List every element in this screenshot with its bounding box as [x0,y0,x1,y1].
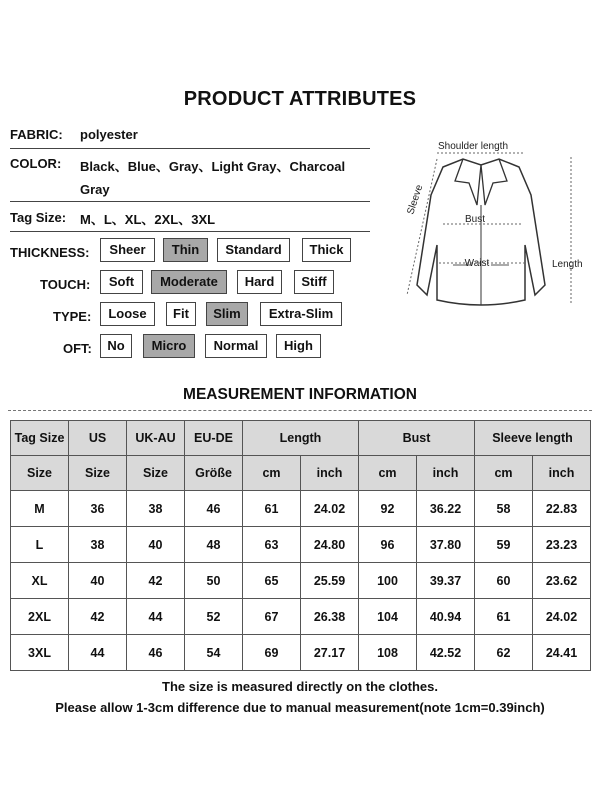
thickness-option-sheer: Sheer [100,238,155,262]
table-cell: 61 [243,491,301,527]
touch-option-stiff: Stiff [294,270,334,294]
table-cell: 63 [243,527,301,563]
table-cell: 39.37 [417,563,475,599]
table-header-cell: Bust [359,421,475,456]
table-cell: 25.59 [301,563,359,599]
table-cell: 48 [185,527,243,563]
table-cell: 24.80 [301,527,359,563]
table-cell: L [11,527,69,563]
table-subheader-cell: inch [301,456,359,491]
table-header-cell: UK-AU [127,421,185,456]
table-row [11,599,591,635]
thickness-option-thick: Thick [302,238,351,262]
thickness-label: THICKNESS: [10,245,90,260]
table-cell: 108 [359,635,417,671]
table-cell: 69 [243,635,301,671]
table-cell: 3XL [11,635,69,671]
table-cell: 40.94 [417,599,475,635]
fabric-value: polyester [80,127,138,142]
dashed-divider [8,410,592,411]
table-cell: 54 [185,635,243,671]
color-value-line1: Black、Blue、Gray、Light Gray、Charcoal [80,159,346,174]
table-cell: 26.38 [301,599,359,635]
table-cell: 100 [359,563,417,599]
table-cell: 42 [69,599,127,635]
table-cell: 52 [185,599,243,635]
type-option-slim: Slim [206,302,248,326]
divider [10,201,370,202]
table-subheader-cell: Size [11,456,69,491]
waist-label: Waist [464,258,490,269]
table-cell: 59 [475,527,533,563]
table-row [11,563,591,599]
table-header-cell: Sleeve length [475,421,591,456]
table-cell: 38 [127,491,185,527]
table-cell: 2XL [11,599,69,635]
oft-option-micro: Micro [143,334,195,358]
table-cell: 61 [475,599,533,635]
table-cell: 92 [359,491,417,527]
table-cell: 42 [127,563,185,599]
divider [10,231,370,232]
table-subheader-cell: Size [127,456,185,491]
table-cell: 42.52 [417,635,475,671]
table-cell: 62 [475,635,533,671]
table-subheader-cell: inch [533,456,591,491]
touch-label: TOUCH: [40,277,91,292]
type-option-loose: Loose [100,302,155,326]
jacket-diagram [385,135,590,315]
table-subheader-cell: Größe [185,456,243,491]
table-cell: 36.22 [417,491,475,527]
type-option-fit: Fit [166,302,196,326]
table-subheader-cell: cm [359,456,417,491]
table-cell: 22.83 [533,491,591,527]
oft-option-high: High [276,334,321,358]
table-cell: 58 [475,491,533,527]
touch-option-soft: Soft [100,270,143,294]
table-header-cell: Length [243,421,359,456]
color-value-line2: Gray [80,182,110,197]
measurement-title: MEASUREMENT INFORMATION [183,386,417,403]
table-cell: 46 [127,635,185,671]
divider [10,148,370,149]
table-cell: XL [11,563,69,599]
table-cell: 40 [69,563,127,599]
length-label: Length [552,259,583,270]
thickness-option-thin: Thin [163,238,208,262]
tag-size-label: Tag Size: [10,210,67,225]
table-subheader-cell: cm [475,456,533,491]
table-cell: 24.02 [533,599,591,635]
table-cell: 104 [359,599,417,635]
table-header-cell: EU-DE [185,421,243,456]
table-subheader-cell: inch [417,456,475,491]
table-cell: 44 [69,635,127,671]
fabric-label: FABRIC: [10,127,63,142]
color-label: COLOR: [10,156,62,171]
table-cell: 40 [127,527,185,563]
type-label: TYPE: [53,309,92,324]
table-cell: 44 [127,599,185,635]
oft-label: OFT: [63,341,92,356]
page-title: PRODUCT ATTRIBUTES [183,88,417,110]
table-row [11,527,591,563]
table-cell: 36 [69,491,127,527]
table-cell: 65 [243,563,301,599]
table-cell: 38 [69,527,127,563]
table-header-cell: US [69,421,127,456]
shoulder-label: Shoulder length [437,141,509,152]
table-cell: M [11,491,69,527]
touch-option-moderate: Moderate [151,270,227,294]
table-cell: 60 [475,563,533,599]
table-cell: 67 [243,599,301,635]
table-cell: 23.23 [533,527,591,563]
table-cell: 46 [185,491,243,527]
oft-option-no: No [100,334,132,358]
measurement-table [10,420,591,671]
type-option-extra-slim: Extra-Slim [260,302,342,326]
table-cell: 24.02 [301,491,359,527]
table-cell: 96 [359,527,417,563]
table-cell: 24.41 [533,635,591,671]
table-cell: 37.80 [417,527,475,563]
table-row [11,635,591,671]
table-header-cell: Tag Size [11,421,69,456]
sleeve-label: Sleeve [405,183,426,216]
table-subheader-cell: cm [243,456,301,491]
note-difference: Please allow 1-3cm difference due to manual measurement(note 1cm=0.39inch) [55,700,545,715]
note-measured: The size is measured directly on the clothes. [162,679,438,694]
touch-option-hard: Hard [237,270,282,294]
oft-option-normal: Normal [205,334,267,358]
thickness-option-standard: Standard [217,238,290,262]
table-cell: 50 [185,563,243,599]
table-cell: 27.17 [301,635,359,671]
bust-label: Bust [464,214,486,225]
table-subheader-cell: Size [69,456,127,491]
table-row [11,491,591,527]
tag-size-value: M、L、XL、2XL、3XL [80,212,216,227]
table-cell: 23.62 [533,563,591,599]
